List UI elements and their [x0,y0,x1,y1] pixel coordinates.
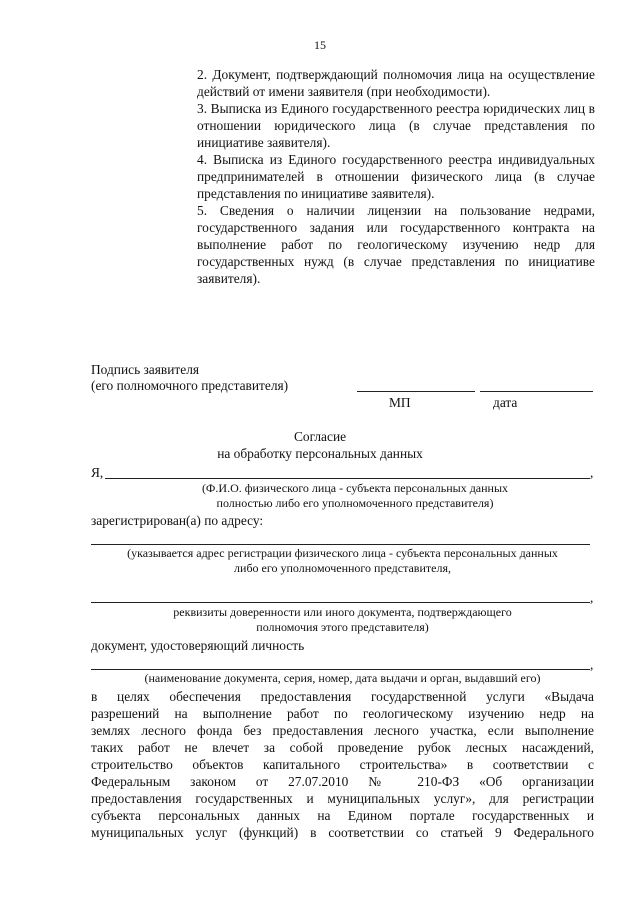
consent-title: Согласие [293,429,347,444]
body-line: предоставления государственных и муниципальных услуг», для регистрации [91,791,594,806]
registered-label: зарегистрирован(а) по адресу: [91,513,264,528]
list-item: 5. Сведения о наличии лицензии на пользование недрами, государственного задания или государственного контракта на выполнение работ по геологическому изучению недр для государственных нужд (в случае представления по инициативе заявителя). [197,203,595,286]
id-document-line[interactable] [91,669,590,670]
id-document-label: документ, удостоверяющий личность [91,638,305,653]
proxy-caption-sub: полномочия этого представителя) [256,620,429,634]
consent-subtitle: на обработку персональных данных [217,446,423,461]
body-line: строительство объектов капитального строительства» в соответствии с [91,757,594,772]
signature-label-sub: (его полномочного представителя) [91,378,289,393]
fio-caption-sub: полностью либо его уполномоченного представителя) [216,496,494,510]
comma: , [590,465,594,480]
page-number: 15 [314,38,326,52]
comma: , [590,657,594,672]
attachments-list [197,66,595,287]
body-line: землях лесного фонда без предоставления лесного участка, если выполнение [91,723,594,738]
id-document-caption: (наименование документа, серия, номер, дата выдачи и орган, выдавший его) [144,671,541,685]
body-line: в целях обеспечения предоставления государственной услуги «Выдача [91,689,594,704]
proxy-line[interactable] [91,602,590,603]
list-item: 2. Документ, подтверждающий полномочия лица на осуществление действий от имени заявителя (при необходимости). [197,67,595,99]
list-item: 4. Выписка из Единого государственного реестра индивидуальных предпринимателей в отношении физического лица (в случае представления по инициативе заявителя). [197,152,595,201]
body-line: таких работ не влечет за собой проведение рубок лесных насаждений, [91,740,594,755]
list-item: 3. Выписка из Единого государственного реестра юридических лиц в отношении юридического лица (в случае представления по инициативе заявителя). [197,101,595,150]
fio-line[interactable] [105,478,590,479]
body-line: субъекта персональных данных на Едином портале государственных и [91,808,594,823]
body-line: разрешений на выполнение работ по геологическому изучению недр на [91,706,594,721]
signature-line[interactable] [357,391,475,392]
date-label: дата [493,395,518,410]
proxy-caption: реквизиты доверенности или иного документа, подтверждающего [173,605,512,619]
stamp-label: МП [389,395,411,410]
address-line[interactable] [91,544,590,545]
address-caption: (указывается адрес регистрации физического лица - субъекта персональных данных [127,546,558,560]
body-line: муниципальных услуг (функций) в соответствии со статьей 9 Федерального [91,825,594,840]
address-caption-sub: либо его уполномоченного представителя, [234,561,451,575]
consent-body [91,688,594,841]
signature-label: Подпись заявителя [91,362,200,377]
body-line: Федеральным законом от 27.07.2010 № 210-ФЗ «Об организации [91,774,594,789]
ya-label: Я, [91,465,104,480]
date-line[interactable] [480,391,593,392]
comma: , [590,590,594,605]
fio-caption: (Ф.И.О. физического лица - субъекта персональных данных [201,481,509,495]
